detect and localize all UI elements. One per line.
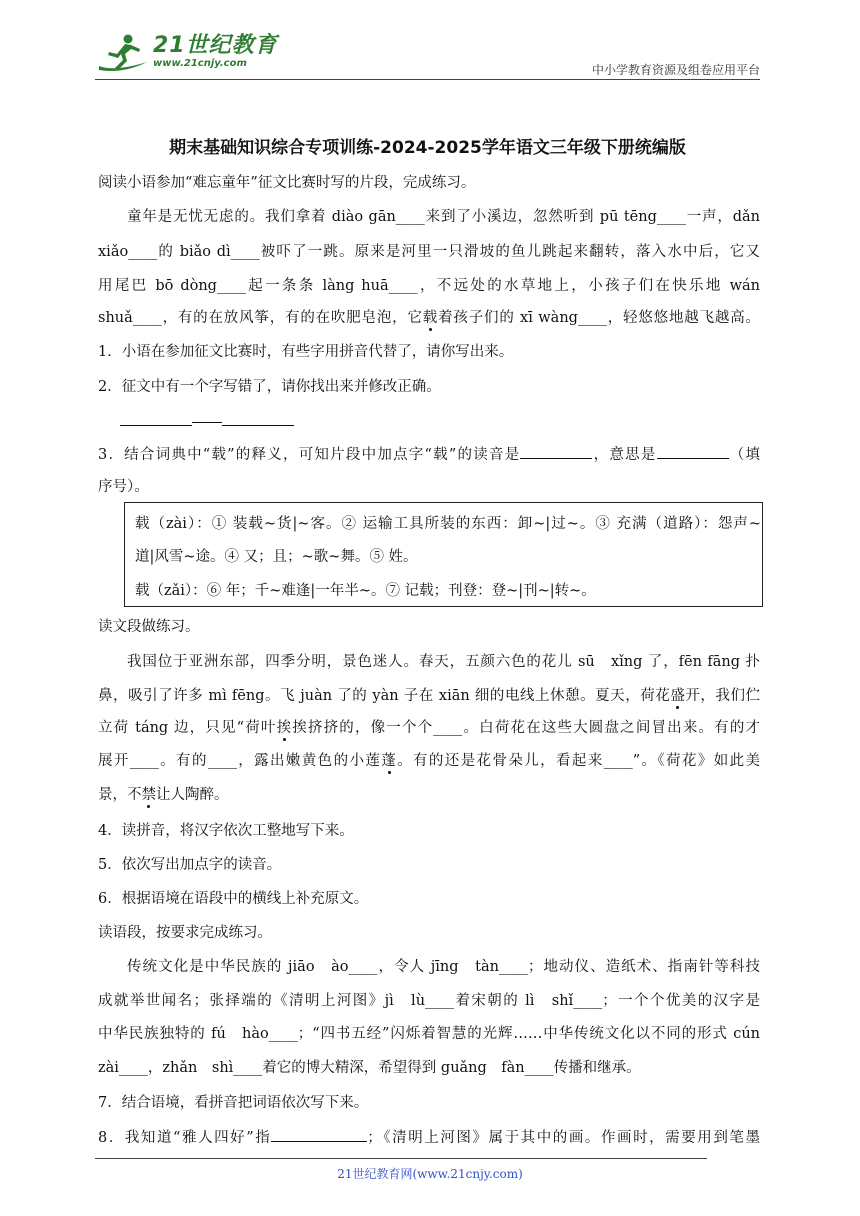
question-2: 2．征文中有一个字写错了，请你找出来并修改正确。 (98, 379, 441, 395)
footer-divider (95, 1158, 707, 1159)
section2-passage-line-4: 展开____。有的____，露出嫩黄色的小莲蓬。有的还是花骨朵儿，看起来____”。《荷花》如此美 (98, 753, 760, 769)
dotted-char: 载 (422, 310, 439, 326)
section2-intro: 读文段做练习。 (98, 619, 200, 635)
section2-passage-line-2: 鼻，吸引了许多 mì fēng。飞 juàn 了的 yàn 子在 xiān 细的电线上休憩。夏天，荷花盛开，我们伫 (98, 688, 761, 704)
dictionary-line-2: 道|风雪~途。④ 又；且；~歌~舞。⑤ 姓。 (135, 549, 418, 565)
section1-passage-line-2: xiǎo____的 biǎo dì____被吓了一跳。原来是河里一只滑坡的鱼儿跳起来翻转，落入水中后，它又 (98, 244, 760, 260)
section3-passage-line-2: 成就举世闻名；张择端的《清明上河图》jì lù____着宋朝的 lì shǐ____；一个个优美的汉字是 (98, 993, 760, 1009)
section2-passage-line-3: 立荷 táng 边，只见“荷叶挨挨挤挤的，像一个个____。白荷花在这些大圆盘之间冒出来。有的才 (98, 720, 760, 736)
section2-passage-line-5: 景，不禁让人陶醉。 (98, 787, 229, 803)
question-5: 5．依次写出加点字的读音。 (98, 857, 282, 873)
answer-blanks-q2[interactable] (120, 411, 294, 429)
footer-source: 21世纪教育网(www.21cnjy.com) (337, 1167, 523, 1181)
question-8: 8．我知道“雅人四好”指 ；《清明上河图》属于其中的画。作画时，需要用到笔墨 (98, 1127, 760, 1148)
answer-blank[interactable] (520, 444, 592, 459)
section1-passage-line-1: 童年是无忧无虑的。我们拿着 diào gān____来到了小溪边，忽然听到 pū tēng____一声，dǎn (127, 209, 760, 225)
section3-passage-line-3: 中华民族独特的 fú hào____；“四书五经”闪烁着智慧的光辉……中华传统文化以不同的形式 cún (98, 1026, 760, 1042)
question-1: 1．小语在参加征文比赛时，有些字用拼音代替了，请你写出来。 (98, 344, 514, 360)
logo-url: www.21cnjy.com (153, 58, 247, 69)
page-title: 期末基础知识综合专项训练-2024-2025学年语文三年级下册统编版 (169, 138, 686, 158)
answer-blank[interactable] (271, 1127, 367, 1142)
section1-intro: 阅读小语参加“难忘童年”征文比赛时写的片段，完成练习。 (98, 175, 476, 191)
dotted-char: 盛 (670, 688, 686, 704)
answer-blank[interactable] (657, 444, 729, 459)
page-header (95, 32, 760, 80)
question-7: 7．结合语境，看拼音把词语依次写下来。 (98, 1095, 369, 1111)
dictionary-line-3: 载（zǎi）：⑥ 年；千~难逢|一年半~。⑦ 记载；刊登：登~|刊~|转~。 (135, 583, 596, 599)
question-3-cont: 序号）。 (98, 479, 149, 495)
dotted-char: 蓬 (381, 753, 398, 769)
section3-intro: 读语段，按要求完成练习。 (98, 925, 272, 941)
dotted-char: 挨 (276, 720, 293, 736)
platform-name: 中小学教育资源及组卷应用平台 (591, 63, 760, 77)
question-4: 4．读拼音，将汉字依次工整地写下来。 (98, 823, 354, 839)
header-divider (95, 79, 760, 80)
section3-passage-line-1: 传统文化是中华民族的 jiāo ào____，令人 jīng tàn____；地动仪、造纸术、指南针等科技 (127, 959, 760, 975)
brand-logo (95, 32, 278, 76)
section3-passage-line-4: zài____，zhǎn shì____着它的博大精深，希望得到 guǎng fàn____传播和继承。 (98, 1060, 641, 1076)
section1-passage-line-4: shuǎ____，有的在放风筝，有的在吹肥皂泡，它载着孩子们的 xī wàng____，轻悠悠地越飞越高。 (98, 310, 761, 326)
question-6: 6．根据语境在语段中的横线上补充原文。 (98, 891, 369, 907)
section2-passage-line-1: 我国位于亚洲东部，四季分明，景色迷人。春天，五颜六色的花儿 sū xǐng 了，fēn fāng 扑 (127, 654, 760, 670)
dotted-char: 禁 (141, 787, 156, 803)
question-3: 3．结合词典中“载”的释义，可知片段中加点字“载”的读音是 ，意思是 （填 (98, 444, 760, 465)
logo-wordmark: 21世纪教育 (153, 33, 278, 58)
runner-logo-icon (95, 32, 151, 76)
dictionary-line-1: 载（zài）：① 装载~货|~客。② 运输工具所装的东西：卸~|过~。③ 充满（道路）：怨声~ (135, 516, 761, 532)
section1-passage-line-3: 用尾巴 bō dòng____起一条条 làng huā____，不远处的水草地上，小孩子们在快乐地 wán (98, 278, 760, 294)
